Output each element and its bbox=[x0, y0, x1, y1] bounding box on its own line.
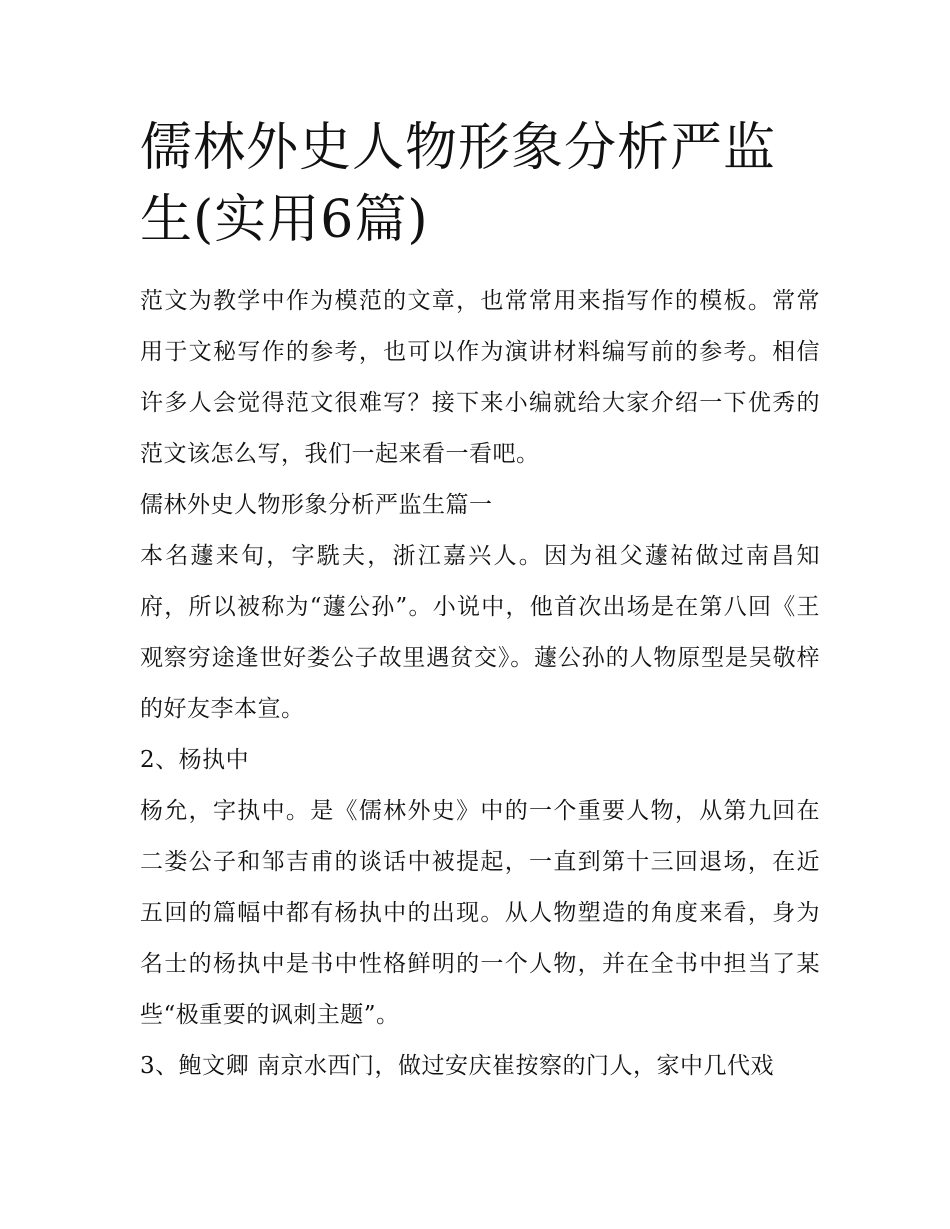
paragraph-yang-zhizhong: 杨允，字执中。是《儒林外史》中的一个重要人物，从第九回在二娄公子和邹吉甫的谈话中被提起，一直到第十三回退场，在近五回的篇幅中都有杨执中的出现。从人物塑造的角度来看，身为名士的杨执中是书中性格鲜明的一个人物，并在全书中担当了某些“极重要的讽刺主题”。 bbox=[140, 798, 820, 1028]
paragraph-bao-wenqing: 3、鲍文卿 南京水西门，做过安庆崔按察的门人，家中几代戏 bbox=[140, 1053, 774, 1079]
document-title: 儒林外史人物形象分析严监生(实用6篇) bbox=[140, 118, 777, 250]
document-page bbox=[140, 112, 820, 1092]
subheading-yang-zhizhong: 2、杨执中 bbox=[140, 747, 250, 773]
paragraph-qu-gongsun: 本名蘧来旬，字駪夫，浙江嘉兴人。因为祖父蘧祐做过南昌知府，所以被称为“蘧公孙”。小说中，他首次出场是在第八回《王观察穷途逢世好娄公子故里遇贫交》。蘧公孙的人物原型是吴敬梓的好友李本宣。 bbox=[140, 543, 820, 722]
section-heading: 儒林外史人物形象分析严监生篇一 bbox=[140, 492, 493, 518]
intro-paragraph: 范文为教学中作为模范的文章，也常常用来指写作的模板。常常用于文秘写作的参考，也可以作为演讲材料编写前的参考。相信许多人会觉得范文很难写？接下来小编就给大家介绍一下优秀的范文该怎么写，我们一起来看一看吧。 bbox=[140, 288, 820, 467]
